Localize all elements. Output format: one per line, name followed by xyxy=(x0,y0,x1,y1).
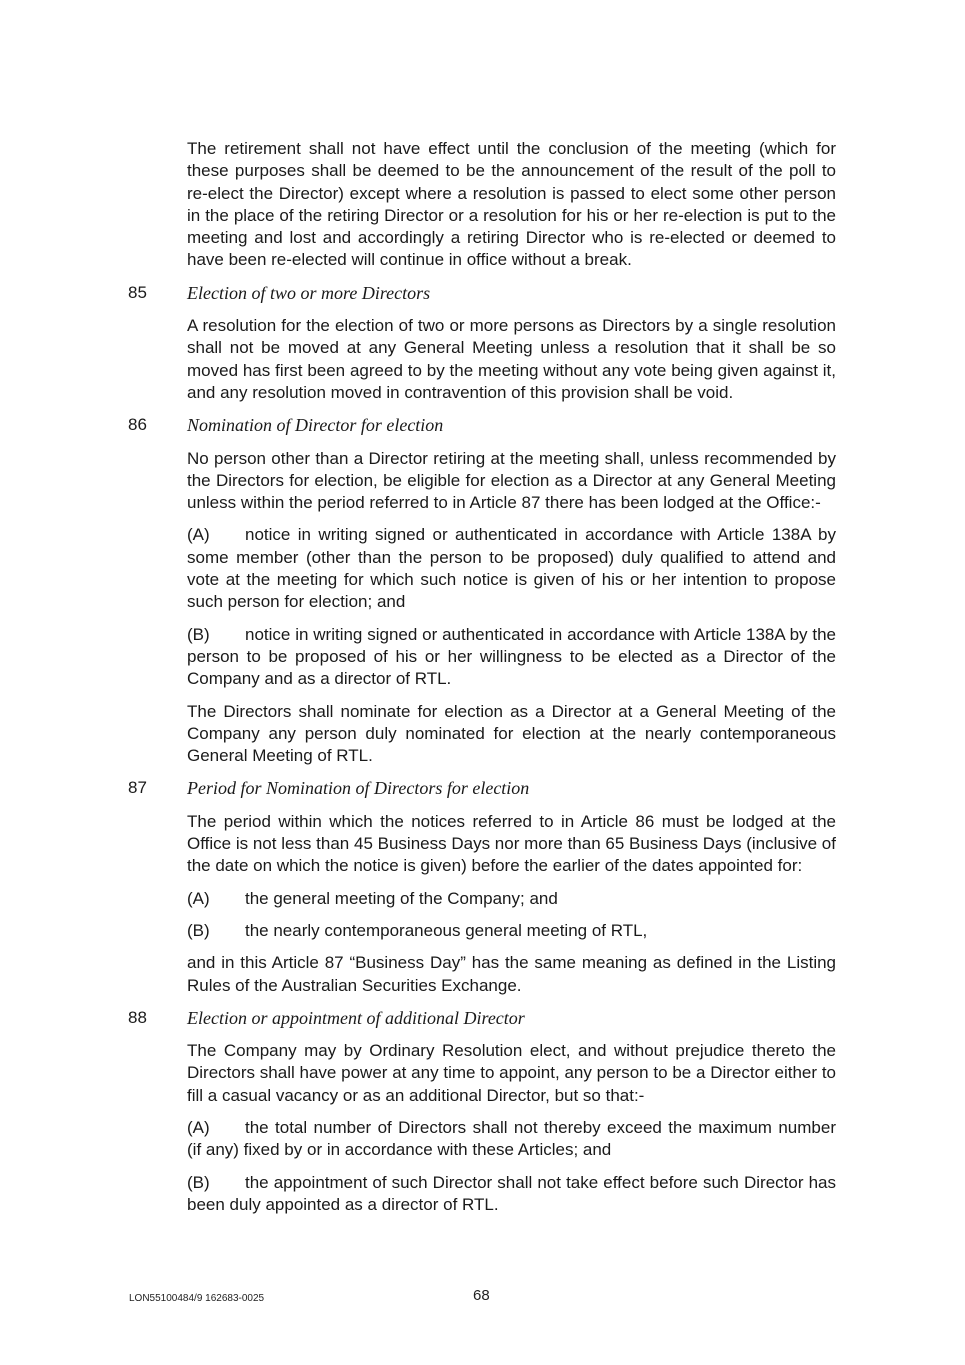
footer-page-number: 68 xyxy=(473,1287,490,1304)
article-86-title: Nomination of Director for election xyxy=(187,415,444,436)
item-label: (B) xyxy=(187,1172,210,1192)
article-85-title: Election of two or more Directors xyxy=(187,282,431,303)
item-label: (A) xyxy=(187,1117,210,1137)
article-86-heading xyxy=(128,414,836,437)
intro-paragraph: The retirement shall not have effect until the conclusion of the meeting (which for these purposes shall be deemed to be the announcement of the result of the poll to re-elect the Director) except where a resolution is passed to elect some other person in the place of the retiring Director or a resolution for his or her re-election is put to the meeting and lost and accordingly a retiring Director who is re-elected or deemed to have been re-elected will continue in office without a break. xyxy=(187,139,836,270)
article-88-number: 88 xyxy=(128,1007,147,1027)
article-85-number: 85 xyxy=(128,282,147,302)
item-label: (A) xyxy=(187,525,210,545)
article-87-heading xyxy=(128,777,836,800)
article-85-heading xyxy=(128,282,836,305)
item-label: (B) xyxy=(187,920,210,940)
item-label: (A) xyxy=(187,888,210,908)
article-86-paragraph: No person other than a Director retiring at the meeting shall, unless recommended by the Directors for election, be eligible for election as a Director at any General Meeting unless within the period referred to in Article 87 there has been lodged at the Office:- xyxy=(187,448,836,513)
document-body xyxy=(128,138,836,1226)
article-85-paragraph: A resolution for the election of two or more persons as Directors by a single resolution shall not be moved at any General Meeting unless a resolution that it shall be so moved has first been agreed to by the meeting without any vote being given against it, and any resolution moved in contravention of this provision shall be void. xyxy=(187,316,836,402)
article-86-item-b xyxy=(187,624,836,691)
item-text: the total number of Directors shall not thereby exceed the maximum number (if any) fixed by or in accordance with these Articles; and xyxy=(187,1117,836,1160)
article-88-item-b xyxy=(187,1172,836,1217)
article-87-title: Period for Nomination of Directors for election xyxy=(187,778,530,799)
footer-document-reference: LON55100484/9 162683-0025 xyxy=(129,1293,265,1304)
article-86-number: 86 xyxy=(128,415,147,435)
item-text: the appointment of such Director shall not take effect before such Director has been duly appointed as a director of RTL. xyxy=(187,1172,836,1214)
item-text: the nearly contemporaneous general meeting of RTL, xyxy=(245,920,648,940)
item-label: (B) xyxy=(187,624,210,644)
item-text: notice in writing signed or authenticated in accordance with Article 138A by some member (other than the person to be proposed) duly qualified to attend and vote at the meeting for which such notice is given of his or her intention to propose such person for election; and xyxy=(187,525,836,612)
article-86-closing-paragraph: The Directors shall nominate for election as a Director at a General Meeting of the Company any person duly nominated for election at the nearly contemporaneous General Meeting of RTL. xyxy=(187,701,836,766)
article-88-title: Election or appointment of additional Director xyxy=(187,1007,525,1028)
article-88-item-a xyxy=(187,1117,836,1162)
article-88-heading xyxy=(128,1007,836,1030)
article-87-paragraph: The period within which the notices referred to in Article 86 must be lodged at the Office is not less than 45 Business Days nor more than 65 Business Days (inclusive of the date on which the notice is given) before the earlier of the dates appointed for: xyxy=(187,811,836,876)
article-87-item-b xyxy=(187,920,836,942)
article-87-number: 87 xyxy=(128,778,147,798)
item-text: notice in writing signed or authenticated in accordance with Article 138A by the person to be proposed of his or her willingness to be elected as a Director of the Company and as a director of RTL. xyxy=(187,624,836,689)
article-87-closing-paragraph: and in this Article 87 “Business Day” has the same meaning as defined in the Listing Rules of the Australian Securities Exchange. xyxy=(187,953,836,995)
article-88-paragraph: The Company may by Ordinary Resolution elect, and without prejudice thereto the Directors shall have power at any time to appoint, any person to be a Director either to fill a casual vacancy or as an additional Director, but so that:- xyxy=(187,1041,836,1105)
item-text: the general meeting of the Company; and xyxy=(245,888,558,908)
article-86-item-a xyxy=(187,524,836,613)
article-87-item-a xyxy=(187,888,836,910)
